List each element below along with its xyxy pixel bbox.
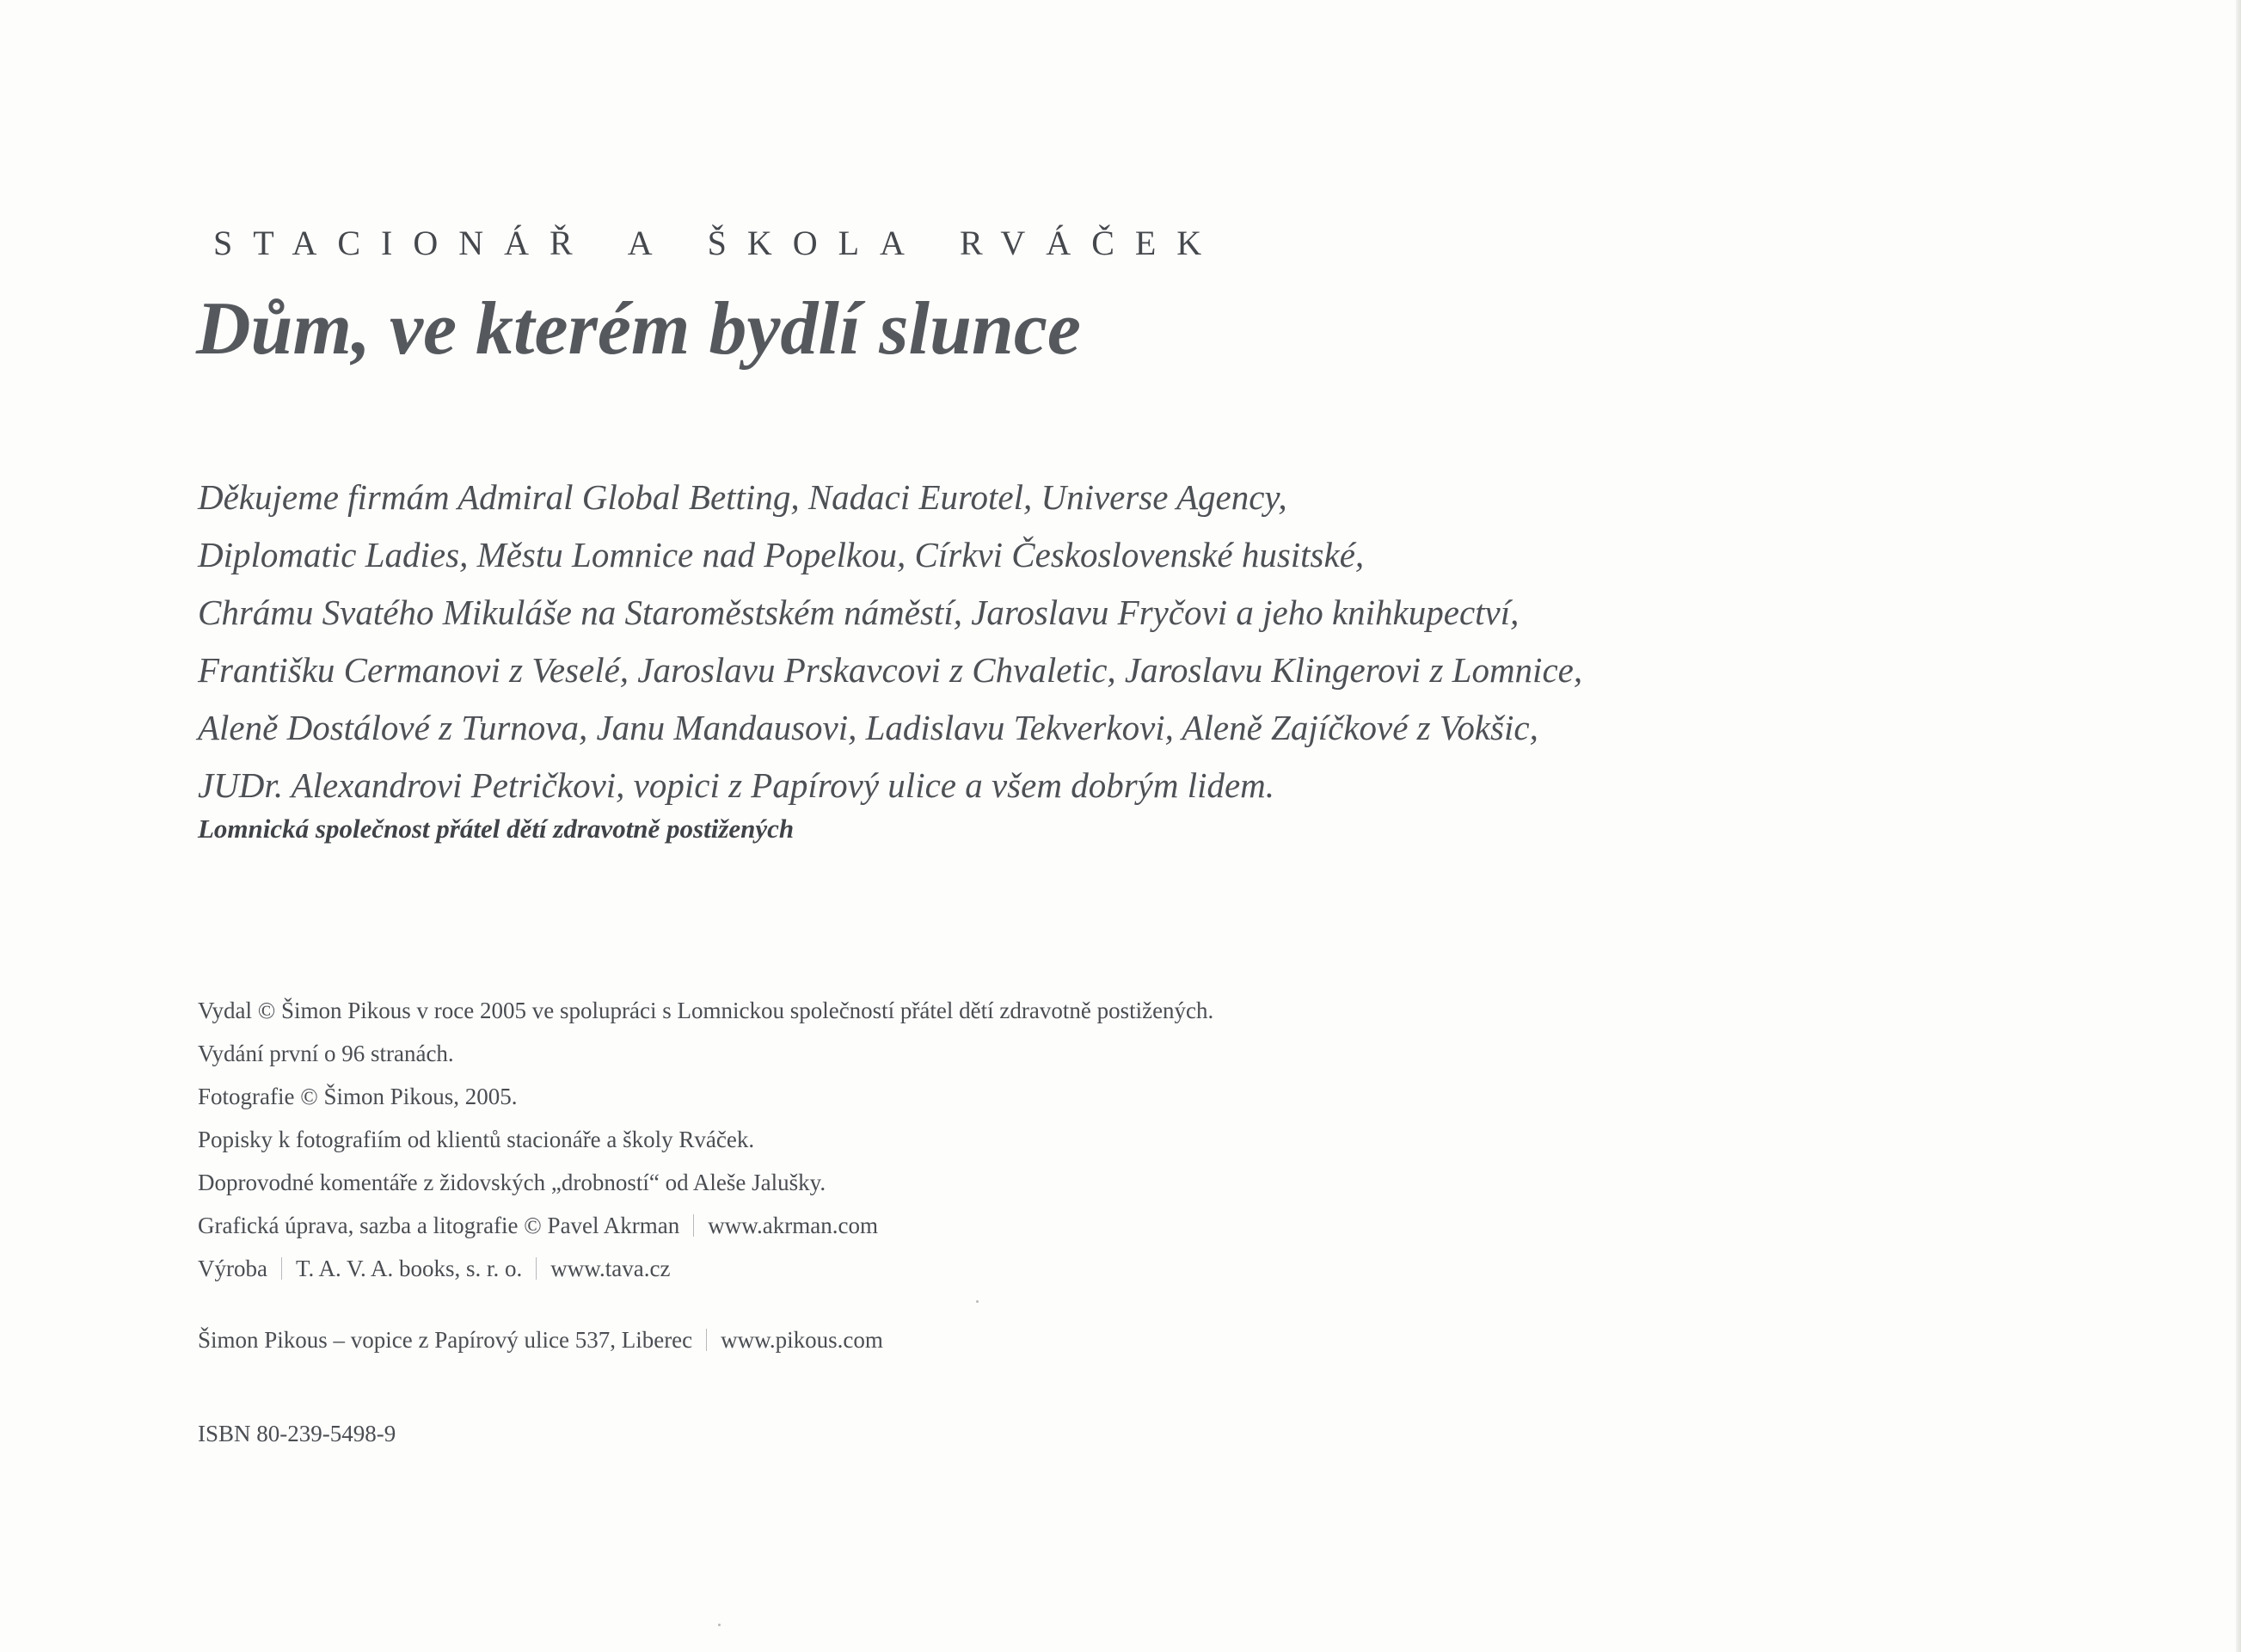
imprint-publisher: Vydal © Šimon Pikous v roce 2005 ve spolupráci s Lomnickou společností přátel dětí zdravotně postižených. [198,998,1214,1023]
imprint-comments: Doprovodné komentáře z židovských „drobností“ od Aleše Jalušky. [198,1170,826,1195]
production-company: T. A. V. A. books, s. r. o. [295,1256,523,1281]
production-label: Výroba [198,1256,267,1281]
page-edge [2236,0,2241,1652]
separator [706,1329,707,1351]
isbn: ISBN 80-239-5498-9 [198,1421,396,1446]
separator [693,1214,694,1237]
series-word-1: STACIONÁŘ [213,224,593,262]
imprint-production [198,1247,1213,1290]
paper-speck [976,1300,979,1303]
paper-speck [718,1624,721,1626]
acknowledgement-line: Františku Cermanovi z Veselé, Jaroslavu Prskavcovi z Chvaletic, Jaroslavu Klingerovi z Lomnice, [198,650,1583,690]
acknowledgement-line: Aleně Dostálové z Turnova, Janu Mandausovi, Ladislavu Tekverkovi, Aleně Zajíčkové z Vokšic, [198,708,1538,747]
series-heading [213,223,1222,263]
book-title: Dům, ve kterém bydlí slunce [196,287,1081,371]
series-word-3: ŠKOLA [707,224,925,262]
acknowledgements [198,469,1918,814]
imprint-edition: Vydání první o 96 stranách. [198,1041,454,1066]
author-address [198,1327,883,1354]
author-url: www.pikous.com [721,1327,883,1353]
imprint-design [198,1204,1213,1247]
separator [281,1257,282,1280]
series-word-2: A [627,224,673,262]
acknowledgement-line: Chrámu Svatého Mikuláše na Staroměstském náměstí, Jaroslavu Fryčovi a jeho knihkupectví, [198,593,1520,632]
imprint-captions: Popisky k fotografiím od klientů stacionáře a školy Rváček. [198,1127,755,1152]
design-url: www.akrman.com [708,1213,878,1238]
acknowledgement-line: JUDr. Alexandrovi Petričkovi, vopici z Papírový ulice a všem dobrým lidem. [198,765,1275,805]
author-address-text: Šimon Pikous – vopice z Papírový ulice 537, Liberec [198,1327,693,1353]
production-url: www.tava.cz [550,1256,671,1281]
acknowledgement-line: Diplomatic Ladies, Městu Lomnice nad Popelkou, Církvi Československé husitské, [198,535,1365,574]
design-credit: Grafická úprava, sazba a litografie © Pavel Akrman [198,1213,680,1238]
acknowledgement-line: Děkujeme firmám Admiral Global Betting, Nadaci Eurotel, Universe Agency, [198,477,1287,517]
separator [536,1257,537,1280]
imprint-photography: Fotografie © Šimon Pikous, 2005. [198,1084,518,1109]
series-word-4: RVÁČEK [959,224,1223,262]
imprint [198,989,1213,1290]
acknowledgement-signature: Lomnická společnost přátel dětí zdravotně postižených [198,814,795,844]
